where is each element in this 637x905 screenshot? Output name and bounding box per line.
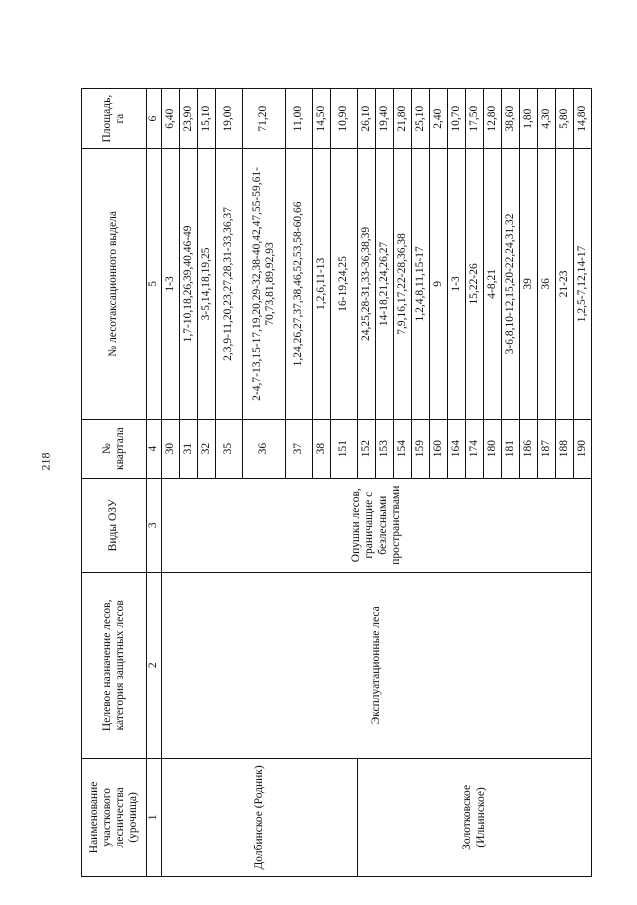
header-cell: Наименование участкового лесничества (урочища)	[82, 758, 147, 876]
plot-cell: 15,22-26	[466, 149, 484, 419]
plot-cell: 1,2,6,11-13	[313, 149, 331, 419]
purpose-cell: Эксплуатационные леса	[162, 572, 592, 758]
column-number: 4	[147, 419, 162, 478]
column-number: 1	[147, 758, 162, 876]
plot-cell: 1,24,26,27,37,38,46,52,53,58-60,66	[286, 149, 313, 419]
area-cell: 6,40	[162, 89, 180, 149]
area-cell: 19,40	[376, 89, 394, 149]
quarter-cell: 35	[216, 419, 243, 478]
header-row	[82, 89, 147, 877]
area-cell: 12,80	[484, 89, 502, 149]
quarter-cell: 38	[313, 419, 331, 478]
column-number: 3	[147, 478, 162, 572]
column-number: 5	[147, 149, 162, 419]
quarter-cell: 151	[331, 419, 358, 478]
plot-cell: 16-19,24,25	[331, 149, 358, 419]
area-cell: 4,30	[538, 89, 556, 149]
plot-cell: 1,2,5-7,12,14-17	[574, 149, 592, 419]
plot-cell: 7,9,16,17,22-28,36,38	[394, 149, 412, 419]
area-cell: 14,50	[313, 89, 331, 149]
plot-cell: 3-6,8,10-12,15,20-22,24,31,32	[502, 149, 520, 419]
quarter-cell: 32	[198, 419, 216, 478]
page-number: 218	[38, 452, 53, 471]
quarter-cell: 180	[484, 419, 502, 478]
plot-cell: 14-18,21,24,26,27	[376, 149, 394, 419]
area-cell: 14,80	[574, 89, 592, 149]
plot-cell: 2,3,9-11,20,23,27,28,31-33,36,37	[216, 149, 243, 419]
header-cell: Целевое назначение лесов, категория защитных лесов	[82, 572, 147, 758]
header-cell: Виды ОЗУ	[82, 478, 147, 572]
quarter-cell: 160	[430, 419, 448, 478]
quarter-cell: 153	[376, 419, 394, 478]
area-cell: 2,40	[430, 89, 448, 149]
quarter-cell: 186	[520, 419, 538, 478]
forestry-name: Золотковское (Ильинское)	[358, 758, 592, 876]
quarter-cell: 188	[556, 419, 574, 478]
area-cell: 26,10	[358, 89, 376, 149]
area-cell: 19,00	[216, 89, 243, 149]
quarter-cell: 190	[574, 419, 592, 478]
area-cell: 71,20	[243, 89, 286, 149]
area-cell: 38,60	[502, 89, 520, 149]
area-cell: 21,80	[394, 89, 412, 149]
area-cell: 1,80	[520, 89, 538, 149]
area-cell: 17,50	[466, 89, 484, 149]
quarter-cell: 30	[162, 419, 180, 478]
area-cell: 23,90	[180, 89, 198, 149]
plot-cell: 3-5,14,18,19,25	[198, 149, 216, 419]
forest-table	[81, 88, 592, 877]
quarter-cell: 31	[180, 419, 198, 478]
quarter-cell: 37	[286, 419, 313, 478]
quarter-cell: 174	[466, 419, 484, 478]
quarter-cell: 159	[412, 419, 430, 478]
plot-cell: 1-3	[448, 149, 466, 419]
table-row	[162, 89, 180, 877]
plot-cell: 36	[538, 149, 556, 419]
quarter-cell: 36	[243, 419, 286, 478]
quarter-cell: 181	[502, 419, 520, 478]
area-cell: 25,10	[412, 89, 430, 149]
quarter-cell: 154	[394, 419, 412, 478]
area-cell: 15,10	[198, 89, 216, 149]
plot-cell: 24,25,28-31,33-36,38,39	[358, 149, 376, 419]
quarter-cell: 187	[538, 419, 556, 478]
plot-cell: 1,2,4,8,11,15-17	[412, 149, 430, 419]
area-cell: 11,00	[286, 89, 313, 149]
header-cell: Площадь, га	[82, 89, 147, 149]
column-number: 2	[147, 572, 162, 758]
plot-cell: 21-23	[556, 149, 574, 419]
plot-cell: 4-8,21	[484, 149, 502, 419]
column-number: 6	[147, 89, 162, 149]
quarter-cell: 152	[358, 419, 376, 478]
plot-cell: 1-3	[162, 149, 180, 419]
rotated-table-container	[81, 88, 588, 877]
area-cell: 5,80	[556, 89, 574, 149]
forestry-name: Долбинское (Родник)	[162, 758, 358, 876]
area-cell: 10,70	[448, 89, 466, 149]
area-cell: 10,90	[331, 89, 358, 149]
column-number-row	[147, 89, 162, 877]
plot-cell: 2-4,7-13,15-17,19,20,29-32,38-40,42,47,55-59,61-70,73,81,89,92,93	[243, 149, 286, 419]
header-cell: № лесотаксационного выдела	[82, 149, 147, 419]
plot-cell: 39	[520, 149, 538, 419]
plot-cell: 9	[430, 149, 448, 419]
header-cell: № квартала	[82, 419, 147, 478]
quarter-cell: 164	[448, 419, 466, 478]
ozu-type-cell: Опушки лесов, граничащие с безлесными пространствами	[162, 478, 592, 572]
plot-cell: 1,7-10,18,26,39,40,46-49	[180, 149, 198, 419]
